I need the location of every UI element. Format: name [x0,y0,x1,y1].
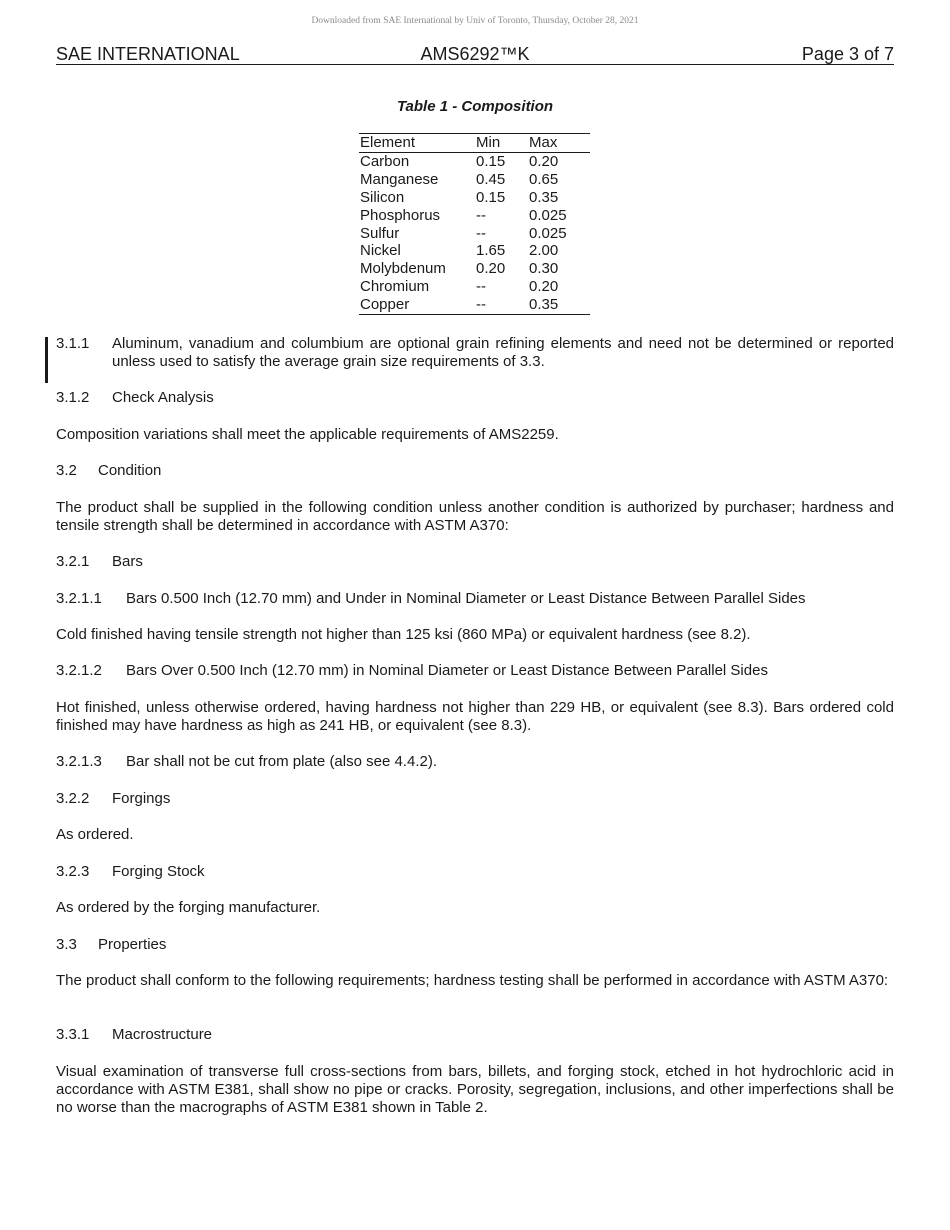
paragraph-3-3-1: Visual examination of transverse full cross-sections from bars, billets, and forging stock, etched in hot hydrochloric acid in accordance with ASTM E381, shall show no pipe or cracks. Porosity, segregation, inclusions, and other imperfections shall be no worse than the macrographs of ASTM E381 shown in Table 2. [56,1063,894,1116]
section-title: Bars 0.500 Inch (12.70 mm) and Under in Nominal Diameter or Least Distance Between Parallel Sides [126,590,806,607]
download-note: Downloaded from SAE International by Univ of Toronto, Thursday, October 28, 2021 [311,16,639,26]
paragraph-3-2-1-2: Hot finished, unless otherwise ordered, having hardness not higher than 229 HB, or equivalent (see 8.3). Bars ordered cold finished may have hardness as high as 241 HB, or equivalent (see 8.3). [56,699,894,734]
section-3-2-2-heading [56,790,894,808]
cell-element: Copper [360,296,410,314]
section-title: Forging Stock [112,863,205,880]
column-header-min: Min [475,134,528,153]
paragraph-3-3: The product shall conform to the following requirements; hardness testing shall be performed in accordance with ASTM A370: [56,972,889,989]
cell-min: 0.15 [476,152,506,170]
cell-element: Sulfur [360,224,400,242]
cell-max: 2.00 [529,242,559,260]
table-row [359,171,590,189]
cell-max: 0.025 [529,224,567,242]
cell-element: Silicon [360,188,405,206]
cell-element: Nickel [360,242,401,260]
section-3-2-1-3-heading [56,753,894,771]
table-row [359,207,590,225]
section-title: Check Analysis [112,389,214,406]
cell-max: 0.025 [529,206,567,224]
section-title: Forgings [112,790,171,807]
section-number: 3.2.1.2 [56,662,102,679]
section-title: Bars [112,553,143,570]
paragraph-3-1-2: Composition variations shall meet the applicable requirements of AMS2259. [56,426,559,443]
section-3-1-1 [56,335,894,371]
cell-element: Carbon [360,152,410,170]
cell-max: 0.30 [529,260,559,278]
table-header-row [359,134,590,153]
table-1-title: Table 1 - Composition [396,98,554,115]
cell-max: 0.65 [529,170,559,188]
section-3-2-1-heading [56,553,894,571]
section-text: Aluminum, vanadium and columbium are optional grain refining elements and need not be determined or reported unless used to satisfy the average grain size requirements of 3.3. [112,335,894,370]
section-3-2-1-1-heading [56,590,894,608]
section-number: 3.2.1.1 [56,590,102,607]
section-3-2-3-heading [56,863,894,881]
cell-min: -- [476,278,486,296]
table-row [359,225,590,243]
header-page-number: Page 3 of 7 [801,44,894,64]
section-3-3-1-heading [56,1026,894,1044]
section-title: Macrostructure [112,1026,213,1043]
composition-table [359,133,590,315]
cell-max: 0.35 [529,188,559,206]
section-number: 3.2.2 [56,790,90,807]
cell-min: 0.45 [476,170,506,188]
section-title: Bar shall not be cut from plate (also see 4.4.2). [126,753,437,770]
section-number: 3.3.1 [56,1026,90,1043]
cell-max: 0.35 [529,296,559,314]
cell-min: -- [476,206,486,224]
cell-element: Molybdenum [360,260,446,278]
paragraph-3-2-3: As ordered by the forging manufacturer. [56,899,321,916]
cell-max: 0.20 [529,152,559,170]
page-header [56,44,894,65]
cell-min: 0.15 [476,188,506,206]
section-3-2-heading [56,462,894,480]
section-title: Bars Over 0.500 Inch (12.70 mm) in Nominal Diameter or Least Distance Between Parallel Sides [126,662,768,679]
header-doc-id: AMS6292™K [420,44,530,64]
table-row [359,242,590,260]
section-number: 3.2.1 [56,553,90,570]
cell-min: -- [476,296,486,314]
table-row [359,189,590,207]
paragraph-3-2-2: As ordered. [56,826,134,843]
cell-min: 1.65 [476,242,506,260]
cell-max: 0.20 [529,278,559,296]
section-3-2-1-2-heading [56,662,894,680]
section-3-3-heading [56,936,894,954]
table-row [359,296,590,314]
column-header-max: Max [528,134,590,153]
cell-element: Manganese [360,170,439,188]
section-number: 3.2.3 [56,863,90,880]
paragraph-3-2: The product shall be supplied in the following condition unless another condition is authorized by purchaser; hardness and tensile strength shall be determined in accordance with ASTM A370: [56,499,894,534]
section-title: Condition [98,462,162,479]
revision-change-bar [45,337,48,383]
cell-element: Chromium [360,278,430,296]
table-row [359,152,590,170]
paragraph-3-2-1-1: Cold finished having tensile strength not higher than 125 ksi (860 MPa) or equivalent hardness (see 8.2). [56,626,751,643]
section-number: 3.1.1 [56,335,90,352]
cell-element: Phosphorus [360,206,441,224]
section-number: 3.2.1.3 [56,753,102,770]
table-row [359,260,590,278]
section-number: 3.2 [56,462,77,479]
table-row [359,278,590,296]
section-3-1-2-heading [56,389,894,407]
cell-min: -- [476,224,486,242]
section-title: Properties [98,936,167,953]
section-number: 3.1.2 [56,389,90,406]
column-header-element: Element [359,134,475,153]
header-org: SAE INTERNATIONAL [56,44,240,64]
cell-min: 0.20 [476,260,506,278]
section-number: 3.3 [56,936,77,953]
